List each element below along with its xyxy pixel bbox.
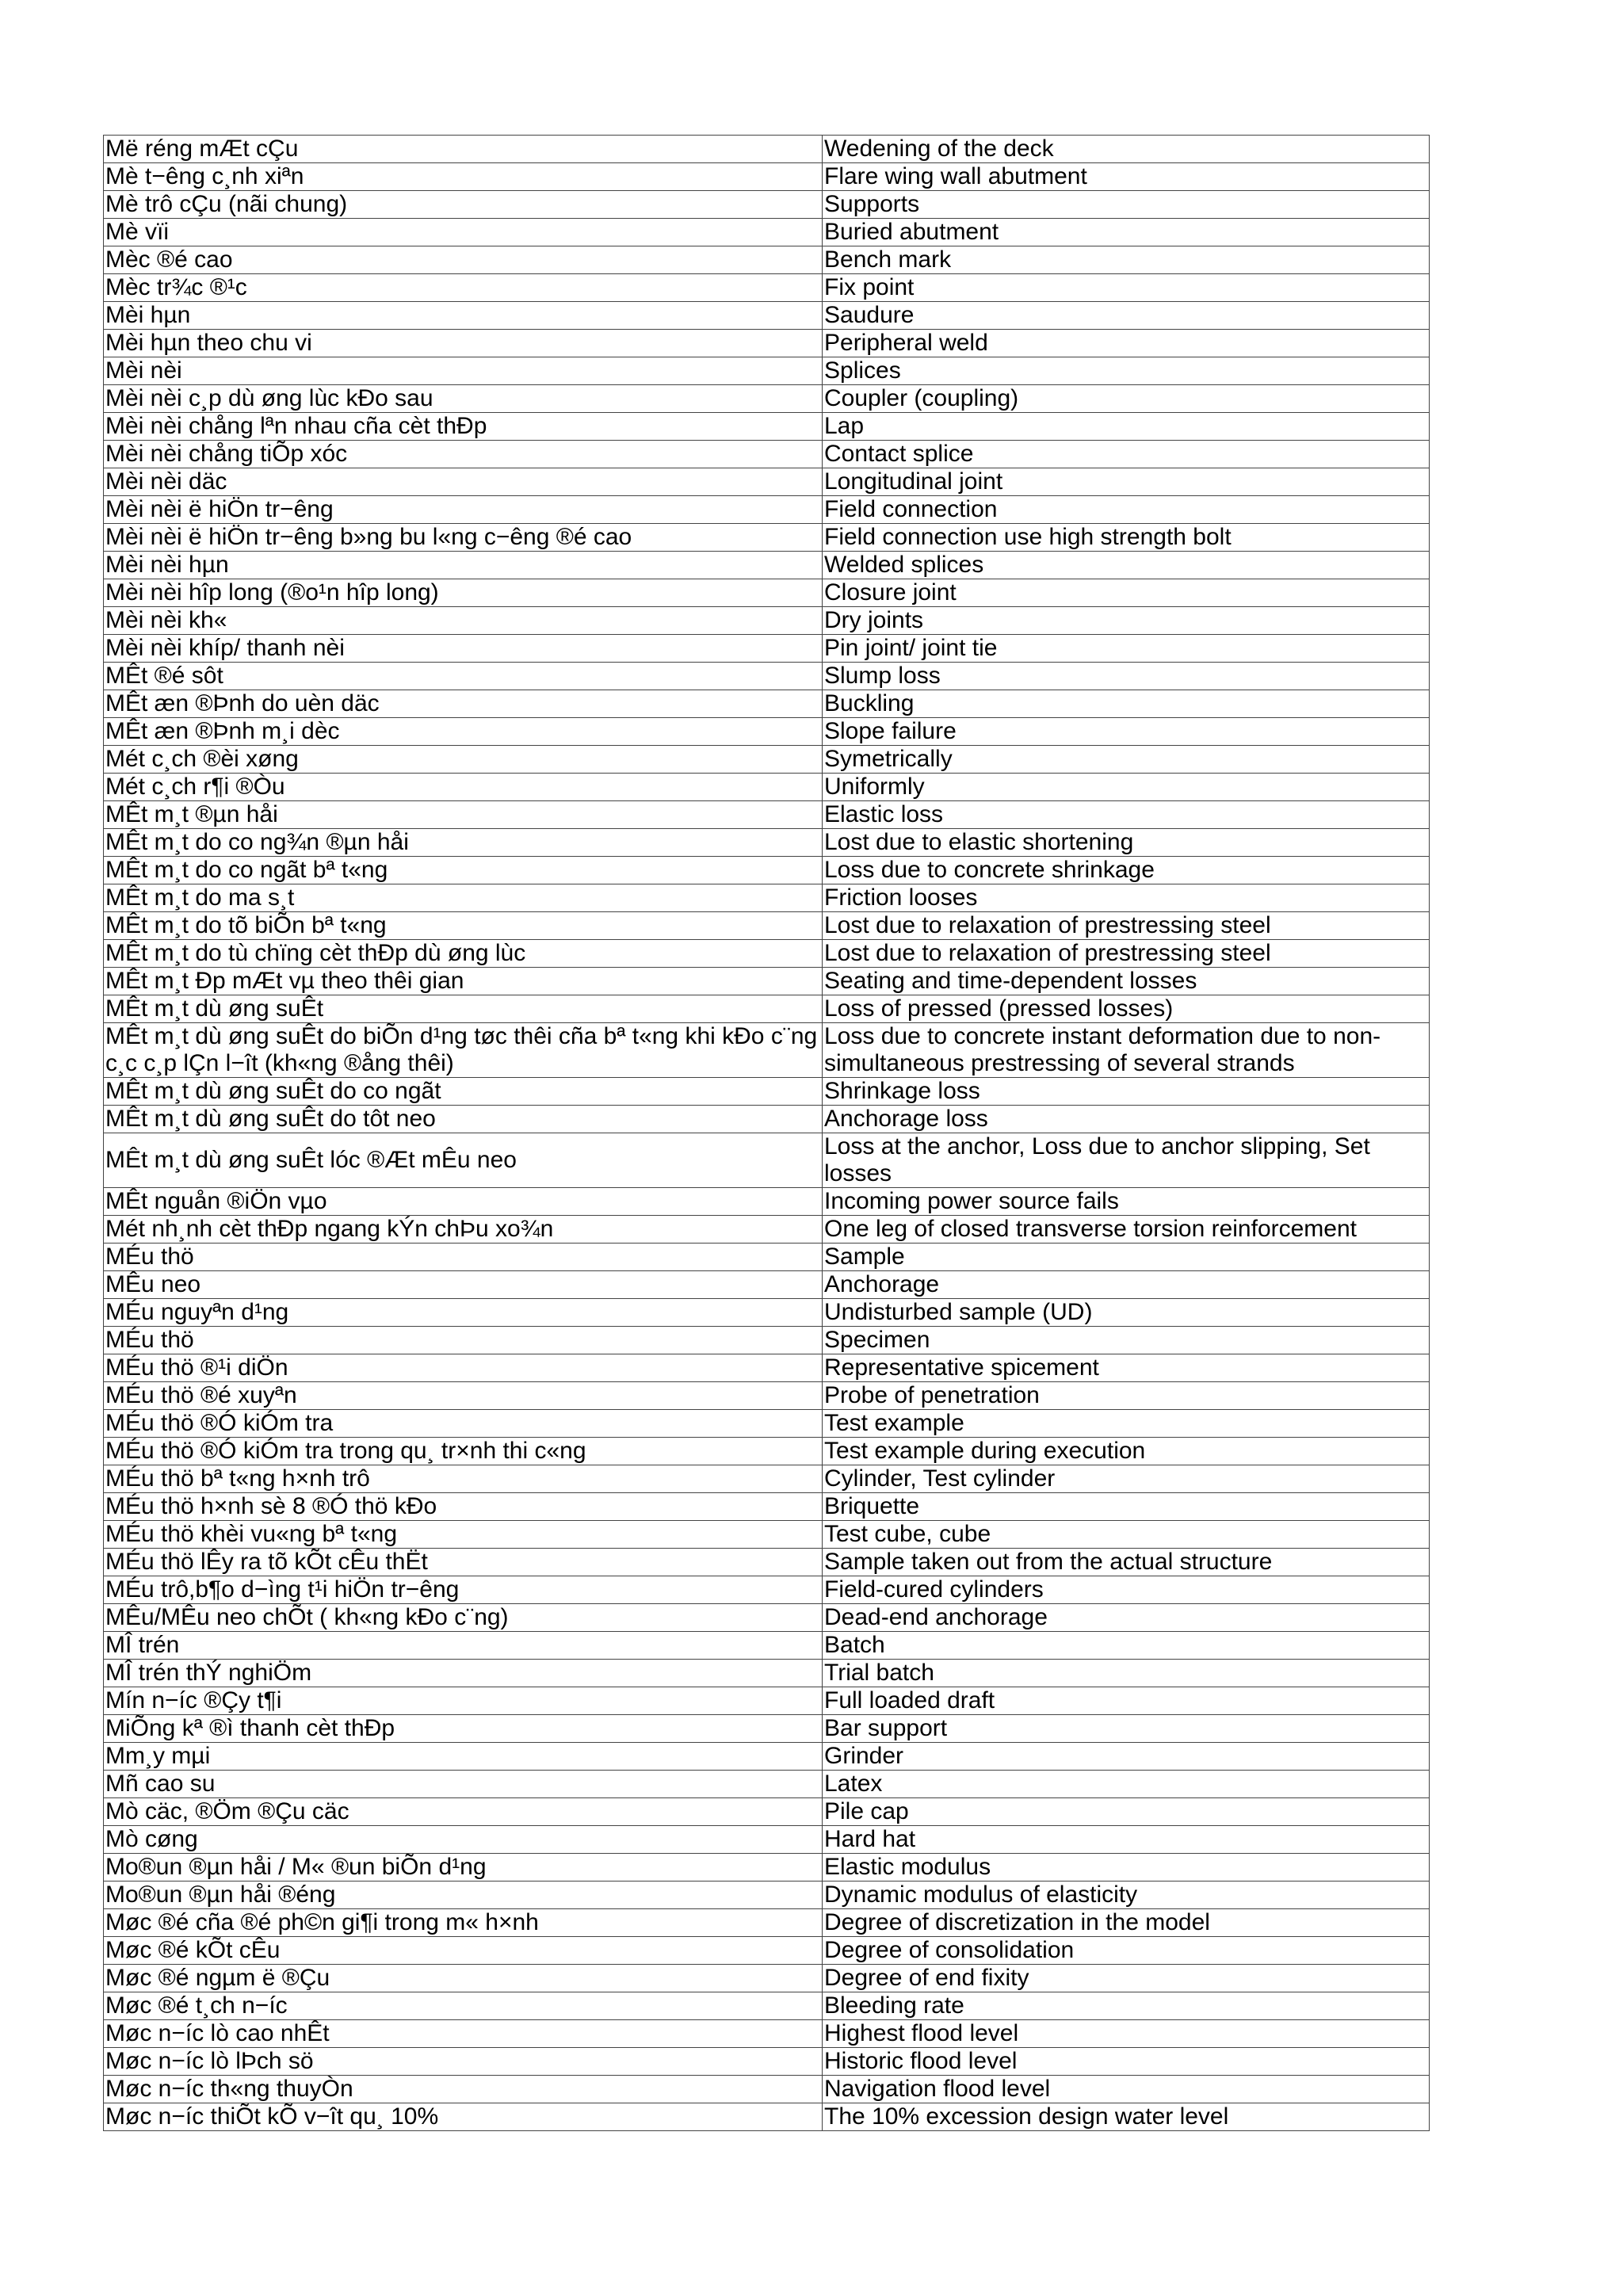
- vietnamese-term: Mè trô cÇu (nãi chung): [104, 191, 823, 219]
- english-term: Flare wing wall abutment: [823, 163, 1430, 191]
- vietnamese-term: MÊt m¸t dù øng suÊt do biÕn d¹ng tøc thêi cña bª t«ng khi kÐo c¨ng c¸c c¸p lÇn l−ît (kh«ng ®ång thêi): [104, 1023, 823, 1078]
- vietnamese-term: Mét nh¸nh cèt thÐp ngang kÝn chÞu xo¾n: [104, 1216, 823, 1244]
- english-term: Welded splices: [823, 552, 1430, 579]
- table-row: [104, 246, 1430, 274]
- english-term: Field-cured cylinders: [823, 1576, 1430, 1604]
- english-term: Pin joint/ joint tie: [823, 635, 1430, 663]
- vietnamese-term: MÎ trén thÝ nghiÖm: [104, 1660, 823, 1687]
- vietnamese-term: Më réng mÆt cÇu: [104, 136, 823, 163]
- vietnamese-term: Mèi nèi: [104, 357, 823, 385]
- vietnamese-term: MÊt nguån ®iÖn vµo: [104, 1188, 823, 1216]
- vietnamese-term: MÉu thö ®Ó kiÓm tra: [104, 1410, 823, 1438]
- english-term: Pile cap: [823, 1798, 1430, 1826]
- glossary-body: [104, 136, 1430, 2131]
- vietnamese-term: MÊt m¸t do co ng¾n ®µn håi: [104, 829, 823, 857]
- english-term: Latex: [823, 1771, 1430, 1798]
- table-row: [104, 1521, 1430, 1549]
- vietnamese-term: Møc n−íc th«ng thuyÒn: [104, 2076, 823, 2103]
- vietnamese-term: Møc n−íc thiÕt kÕ v−ît qu¸ 10%: [104, 2103, 823, 2131]
- vietnamese-term: MÊt m¸t do tù chïng cèt thÐp dù øng lùc: [104, 940, 823, 968]
- vietnamese-term: Møc ®é ngµm ë ®Çu: [104, 1965, 823, 1992]
- english-term: Sample: [823, 1244, 1430, 1271]
- table-row: [104, 801, 1430, 829]
- table-row: [104, 635, 1430, 663]
- vietnamese-term: Mò cøng: [104, 1826, 823, 1854]
- table-row: [104, 413, 1430, 441]
- english-term: Representative spicement: [823, 1354, 1430, 1382]
- vietnamese-term: Møc ®é cña ®é ph©n gi¶i trong m« h×nh: [104, 1909, 823, 1937]
- english-term: The 10% excession design water level: [823, 2103, 1430, 2131]
- english-term: Loss due to concrete instant deformation due to non-simultaneous prestressing of several strands: [823, 1023, 1430, 1078]
- english-term: Lap: [823, 413, 1430, 441]
- table-row: [104, 1881, 1430, 1909]
- table-row: [104, 1023, 1430, 1078]
- english-term: Shrinkage loss: [823, 1078, 1430, 1106]
- table-row: [104, 663, 1430, 690]
- vietnamese-term: Mèi nèi däc: [104, 468, 823, 496]
- table-row: [104, 995, 1430, 1023]
- english-term: Loss at the anchor, Loss due to anchor slipping, Set losses: [823, 1133, 1430, 1188]
- table-row: [104, 524, 1430, 552]
- vietnamese-term: MÊt m¸t dù øng suÊt lóc ®Æt mÊu neo: [104, 1133, 823, 1188]
- english-term: Lost due to relaxation of prestressing steel: [823, 940, 1430, 968]
- table-row: [104, 552, 1430, 579]
- vietnamese-term: Mèi nèi hµn: [104, 552, 823, 579]
- table-row: [104, 1687, 1430, 1715]
- table-row: [104, 1798, 1430, 1826]
- table-row: [104, 1743, 1430, 1771]
- vietnamese-term: MÊt m¸t dù øng suÊt: [104, 995, 823, 1023]
- table-row: [104, 1438, 1430, 1465]
- table-row: [104, 940, 1430, 968]
- table-row: [104, 1576, 1430, 1604]
- vietnamese-term: Mèi nèi chång lªn nhau cña cèt thÐp: [104, 413, 823, 441]
- table-row: [104, 1465, 1430, 1493]
- table-row: [104, 1937, 1430, 1965]
- english-term: Highest flood level: [823, 2020, 1430, 2048]
- table-row: [104, 1271, 1430, 1299]
- english-term: Lost due to elastic shortening: [823, 829, 1430, 857]
- english-term: Anchorage: [823, 1271, 1430, 1299]
- table-row: [104, 746, 1430, 774]
- table-row: [104, 1909, 1430, 1937]
- vietnamese-term: Mèi nèi ë hiÖn tr−êng b»ng bu l«ng c−êng ®é cao: [104, 524, 823, 552]
- english-term: Seating and time-dependent losses: [823, 968, 1430, 995]
- vietnamese-term: MÊt m¸t dù øng suÊt do tôt neo: [104, 1106, 823, 1133]
- vietnamese-term: Mèi hµn: [104, 302, 823, 330]
- table-row: [104, 1965, 1430, 1992]
- english-term: Fix point: [823, 274, 1430, 302]
- english-term: Dynamic modulus of elasticity: [823, 1881, 1430, 1909]
- table-row: [104, 1188, 1430, 1216]
- table-row: [104, 302, 1430, 330]
- vietnamese-term: MÊt m¸t do ma s¸t: [104, 884, 823, 912]
- table-row: [104, 1771, 1430, 1798]
- english-term: Peripheral weld: [823, 330, 1430, 357]
- vietnamese-term: Mèi nèi ë hiÖn tr−êng: [104, 496, 823, 524]
- table-row: [104, 1715, 1430, 1743]
- english-term: Field connection use high strength bolt: [823, 524, 1430, 552]
- vietnamese-term: MÊt m¸t do co ngãt bª t«ng: [104, 857, 823, 884]
- vietnamese-term: Mèc tr¾c ®¹c: [104, 274, 823, 302]
- table-row: [104, 857, 1430, 884]
- table-row: [104, 607, 1430, 635]
- english-term: Loss due to concrete shrinkage: [823, 857, 1430, 884]
- vietnamese-term: MÊt m¸t ®µn håi: [104, 801, 823, 829]
- vietnamese-term: Mèi nèi kh«: [104, 607, 823, 635]
- english-term: Lost due to relaxation of prestressing steel: [823, 912, 1430, 940]
- english-term: Dry joints: [823, 607, 1430, 635]
- table-row: [104, 274, 1430, 302]
- table-row: [104, 1327, 1430, 1354]
- vietnamese-term: Mèi nèi c¸p dù øng lùc kÐo sau: [104, 385, 823, 413]
- table-row: [104, 1410, 1430, 1438]
- english-term: Historic flood level: [823, 2048, 1430, 2076]
- table-row: [104, 441, 1430, 468]
- table-row: [104, 579, 1430, 607]
- english-term: Contact splice: [823, 441, 1430, 468]
- english-term: Specimen: [823, 1327, 1430, 1354]
- table-row: [104, 1244, 1430, 1271]
- table-row: [104, 1660, 1430, 1687]
- vietnamese-term: Møc ®é t¸ch n−íc: [104, 1992, 823, 2020]
- english-term: Friction looses: [823, 884, 1430, 912]
- vietnamese-term: MÉu nguyªn d¹ng: [104, 1299, 823, 1327]
- table-row: [104, 829, 1430, 857]
- vietnamese-term: Mm¸y mµi: [104, 1743, 823, 1771]
- table-row: [104, 1992, 1430, 2020]
- vietnamese-term: Mín n−íc ®Çy t¶i: [104, 1687, 823, 1715]
- english-term: Slope failure: [823, 718, 1430, 746]
- english-term: Test example during execution: [823, 1438, 1430, 1465]
- english-term: Wedening of the deck: [823, 136, 1430, 163]
- table-row: [104, 1493, 1430, 1521]
- table-row: [104, 1106, 1430, 1133]
- table-row: [104, 1549, 1430, 1576]
- vietnamese-term: MÊt æn ®Þnh m¸i dèc: [104, 718, 823, 746]
- english-term: Elastic modulus: [823, 1854, 1430, 1881]
- english-term: Grinder: [823, 1743, 1430, 1771]
- english-term: Degree of consolidation: [823, 1937, 1430, 1965]
- table-row: [104, 718, 1430, 746]
- english-term: Buckling: [823, 690, 1430, 718]
- english-term: Saudure: [823, 302, 1430, 330]
- vietnamese-term: MiÕng kª ®ì thanh cèt thÐp: [104, 1715, 823, 1743]
- english-term: Loss of pressed (pressed losses): [823, 995, 1430, 1023]
- vietnamese-term: MÊt ®é sôt: [104, 663, 823, 690]
- english-term: Navigation flood level: [823, 2076, 1430, 2103]
- vietnamese-term: MÉu thö: [104, 1327, 823, 1354]
- vietnamese-term: Møc n−íc lò lÞch sö: [104, 2048, 823, 2076]
- english-term: Degree of discretization in the model: [823, 1909, 1430, 1937]
- vietnamese-term: MÉu thö ®Ó kiÓm tra trong qu¸ tr×nh thi c«ng: [104, 1438, 823, 1465]
- vietnamese-term: MÊt æn ®Þnh do uèn däc: [104, 690, 823, 718]
- vietnamese-term: Mét c¸ch r¶i ®Òu: [104, 774, 823, 801]
- table-row: [104, 774, 1430, 801]
- vietnamese-term: Mñ cao su: [104, 1771, 823, 1798]
- table-row: [104, 1133, 1430, 1188]
- vietnamese-term: MÉu thö lÊy ra tõ kÕt cÊu thËt: [104, 1549, 823, 1576]
- table-row: [104, 357, 1430, 385]
- table-row: [104, 468, 1430, 496]
- english-term: Bleeding rate: [823, 1992, 1430, 2020]
- vietnamese-term: MÉu thö ®¹i diÖn: [104, 1354, 823, 1382]
- table-row: [104, 2020, 1430, 2048]
- vietnamese-term: MÊt m¸t dù øng suÊt do co ngãt: [104, 1078, 823, 1106]
- english-term: Test cube, cube: [823, 1521, 1430, 1549]
- english-term: Longitudinal joint: [823, 468, 1430, 496]
- table-row: [104, 1354, 1430, 1382]
- english-term: Anchorage loss: [823, 1106, 1430, 1133]
- table-row: [104, 1604, 1430, 1632]
- vietnamese-term: Mè t−êng c¸nh xiªn: [104, 163, 823, 191]
- english-term: One leg of closed transverse torsion reinforcement: [823, 1216, 1430, 1244]
- english-term: Degree of end fixity: [823, 1965, 1430, 1992]
- english-term: Incoming power source fails: [823, 1188, 1430, 1216]
- english-term: Slump loss: [823, 663, 1430, 690]
- table-row: [104, 496, 1430, 524]
- vietnamese-term: Mèi nèi chång tiÕp xóc: [104, 441, 823, 468]
- vietnamese-term: Mét c¸ch ®èi xøng: [104, 746, 823, 774]
- vietnamese-term: MÊt m¸t Ðp mÆt vµ theo thêi gian: [104, 968, 823, 995]
- table-row: [104, 191, 1430, 219]
- table-row: [104, 1382, 1430, 1410]
- english-term: Batch: [823, 1632, 1430, 1660]
- english-term: Trial batch: [823, 1660, 1430, 1687]
- vietnamese-term: MÎ trén: [104, 1632, 823, 1660]
- english-term: Field connection: [823, 496, 1430, 524]
- english-term: Undisturbed sample (UD): [823, 1299, 1430, 1327]
- vietnamese-term: Mo®un ®µn håi ®éng: [104, 1881, 823, 1909]
- vietnamese-term: MÉu thö: [104, 1244, 823, 1271]
- vietnamese-term: MÉu thö h×nh sè 8 ®Ó thö kÐo: [104, 1493, 823, 1521]
- table-row: [104, 912, 1430, 940]
- vietnamese-term: Mèi hµn theo chu vi: [104, 330, 823, 357]
- table-row: [104, 1078, 1430, 1106]
- glossary-table: [103, 135, 1430, 2131]
- english-term: Elastic loss: [823, 801, 1430, 829]
- table-row: [104, 884, 1430, 912]
- vietnamese-term: MÊt m¸t do tõ biÕn bª t«ng: [104, 912, 823, 940]
- vietnamese-term: MÊu/MÊu neo chÕt ( kh«ng kÐo c¨ng): [104, 1604, 823, 1632]
- table-row: [104, 219, 1430, 246]
- english-term: Uniformly: [823, 774, 1430, 801]
- table-row: [104, 1632, 1430, 1660]
- table-row: [104, 1216, 1430, 1244]
- english-term: Hard hat: [823, 1826, 1430, 1854]
- vietnamese-term: MÉu thö ®é xuyªn: [104, 1382, 823, 1410]
- table-row: [104, 385, 1430, 413]
- table-row: [104, 1299, 1430, 1327]
- vietnamese-term: Mò cäc, ®Öm ®Çu cäc: [104, 1798, 823, 1826]
- table-row: [104, 136, 1430, 163]
- english-term: Briquette: [823, 1493, 1430, 1521]
- english-term: Sample taken out from the actual structure: [823, 1549, 1430, 1576]
- table-row: [104, 1854, 1430, 1881]
- english-term: Supports: [823, 191, 1430, 219]
- english-term: Bench mark: [823, 246, 1430, 274]
- table-row: [104, 163, 1430, 191]
- table-row: [104, 690, 1430, 718]
- table-row: [104, 2103, 1430, 2131]
- vietnamese-term: Mèi nèi khíp/ thanh nèi: [104, 635, 823, 663]
- english-term: Cylinder, Test cylinder: [823, 1465, 1430, 1493]
- english-term: Closure joint: [823, 579, 1430, 607]
- vietnamese-term: Møc n−íc lò cao nhÊt: [104, 2020, 823, 2048]
- vietnamese-term: Mèc ®é cao: [104, 246, 823, 274]
- vietnamese-term: Møc ®é kÕt cÊu: [104, 1937, 823, 1965]
- vietnamese-term: Mèi nèi hîp long (®o¹n hîp long): [104, 579, 823, 607]
- english-term: Test example: [823, 1410, 1430, 1438]
- vietnamese-term: MÉu thö khèi vu«ng bª t«ng: [104, 1521, 823, 1549]
- english-term: Splices: [823, 357, 1430, 385]
- vietnamese-term: MÉu trô,b¶o d−ìng t¹i hiÖn tr−êng: [104, 1576, 823, 1604]
- english-term: Symetrically: [823, 746, 1430, 774]
- english-term: Full loaded draft: [823, 1687, 1430, 1715]
- english-term: Buried abutment: [823, 219, 1430, 246]
- table-row: [104, 2048, 1430, 2076]
- english-term: Bar support: [823, 1715, 1430, 1743]
- vietnamese-term: Mè vïi: [104, 219, 823, 246]
- table-row: [104, 2076, 1430, 2103]
- english-term: Dead-end anchorage: [823, 1604, 1430, 1632]
- table-row: [104, 968, 1430, 995]
- table-row: [104, 1826, 1430, 1854]
- english-term: Coupler (coupling): [823, 385, 1430, 413]
- vietnamese-term: Mo®un ®µn håi / M« ®un biÕn d¹ng: [104, 1854, 823, 1881]
- vietnamese-term: MÊu neo: [104, 1271, 823, 1299]
- english-term: Probe of penetration: [823, 1382, 1430, 1410]
- table-row: [104, 330, 1430, 357]
- vietnamese-term: MÉu thö bª t«ng h×nh trô: [104, 1465, 823, 1493]
